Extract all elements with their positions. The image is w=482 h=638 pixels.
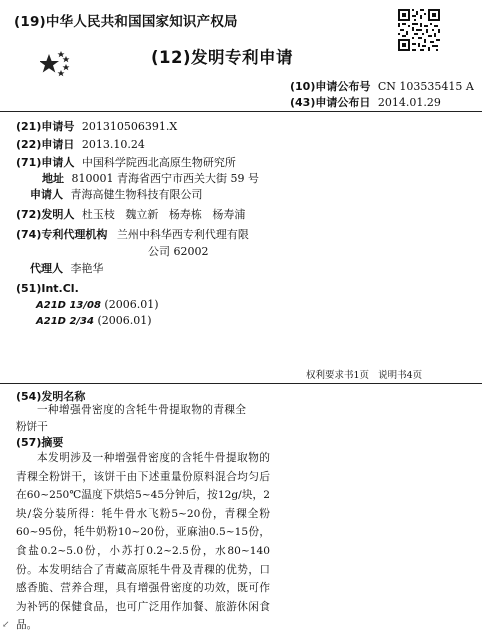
applicant-label: (71)申请人 [16, 156, 75, 169]
pages-note: 权利要求书1页 说明书4页 [306, 370, 423, 381]
ipc-date-1: (2006.01) [104, 298, 159, 311]
publication-date-value: 2014.01.29 [377, 96, 441, 109]
ipc-row-1 [36, 298, 159, 311]
address-value: 810001 青海省西宁市西关大街 59 号 [71, 172, 259, 185]
intcl-label-row [16, 282, 79, 295]
ipc-code-2: A21D 2/34 [36, 316, 94, 327]
publication-date-row [290, 94, 441, 110]
agency-row [16, 226, 249, 242]
application-number-value: 201310506391.X [81, 120, 178, 133]
address-label: 地址 [42, 172, 64, 185]
application-date-label: (22)申请日 [16, 138, 75, 151]
inventor-value: 杜玉枝 魏立新 杨寿栋 杨寿浦 [81, 208, 246, 221]
intcl-label: (51)Int.Cl. [16, 282, 79, 295]
application-date-value: 2013.10.24 [81, 138, 145, 151]
application-date-row [16, 136, 145, 152]
agency-value: 兰州中科华西专利代理有限 [116, 228, 249, 241]
application-number-row [16, 118, 177, 134]
office-name: (19)中华人民共和国国家知识产权局 [14, 14, 238, 30]
abstract-label: (57)摘要 [16, 436, 64, 449]
application-number-label: (21)申请号 [16, 120, 75, 133]
second-applicant-value: 青海高健生物科技有限公司 [70, 188, 203, 201]
applicant-row [16, 154, 236, 170]
agent-row [30, 260, 104, 276]
ipc-code-1: A21D 13/08 [36, 300, 101, 311]
header-rule [0, 111, 482, 112]
publication-date-label: (43)申请公布日 [290, 96, 371, 109]
second-applicant-row [30, 186, 203, 202]
second-applicant-label: 申请人 [30, 188, 63, 201]
publication-number-row [290, 78, 474, 94]
invention-name: 一种增强骨密度的含牦牛骨提取物的青稞全粉饼干 [16, 404, 246, 433]
inventor-label: (72)发明人 [16, 208, 75, 221]
inventor-row [16, 206, 245, 222]
agent-value: 李艳华 [70, 262, 104, 275]
abstract-label-row [16, 434, 63, 450]
national-emblem-icon [40, 50, 74, 80]
publication-number-value: CN 103535415 A [377, 80, 474, 93]
publication-number-label: (10)申请公布号 [290, 80, 371, 93]
agent-label: 代理人 [30, 262, 63, 275]
margin-mark: ↙ [2, 620, 10, 630]
abstract-text: 本发明涉及一种增强骨密度的含牦牛骨提取物的青稞全粉饼干，该饼干由下述重量份原料混合均匀后在60~250℃温度下烘焙5~45分钟后，按12g/块，2块/袋分装所得：牦牛骨水飞粉5~20份，青稞全粉60~95份，牦牛奶粉10~20份，亚麻油0.5~15份，食盐0.2~5.0份，小苏打0.2~2.5份，水80~140份。本发明结合了青藏高原牦牛骨及青稞的优势，口感香脆、营养合理，具有增强骨密度的功效，既可作为补钙的保健食品，也可广泛用作加餐、旅游休闲食品。 [16, 452, 270, 632]
document-type: (12)发明专利申请 [151, 48, 294, 67]
ipc-date-2: (2006.01) [97, 314, 152, 327]
agency-label: (74)专利代理机构 [16, 228, 108, 241]
invention-name-label: (54)发明名称 [16, 390, 86, 403]
qr-code-icon [397, 8, 441, 52]
agency-value-continued: 公司 62002 [148, 245, 209, 258]
abstract-rule [0, 383, 482, 384]
address-row [42, 170, 259, 186]
ipc-row-2 [36, 314, 152, 327]
applicant-value: 中国科学院西北高原生物研究所 [81, 156, 236, 169]
